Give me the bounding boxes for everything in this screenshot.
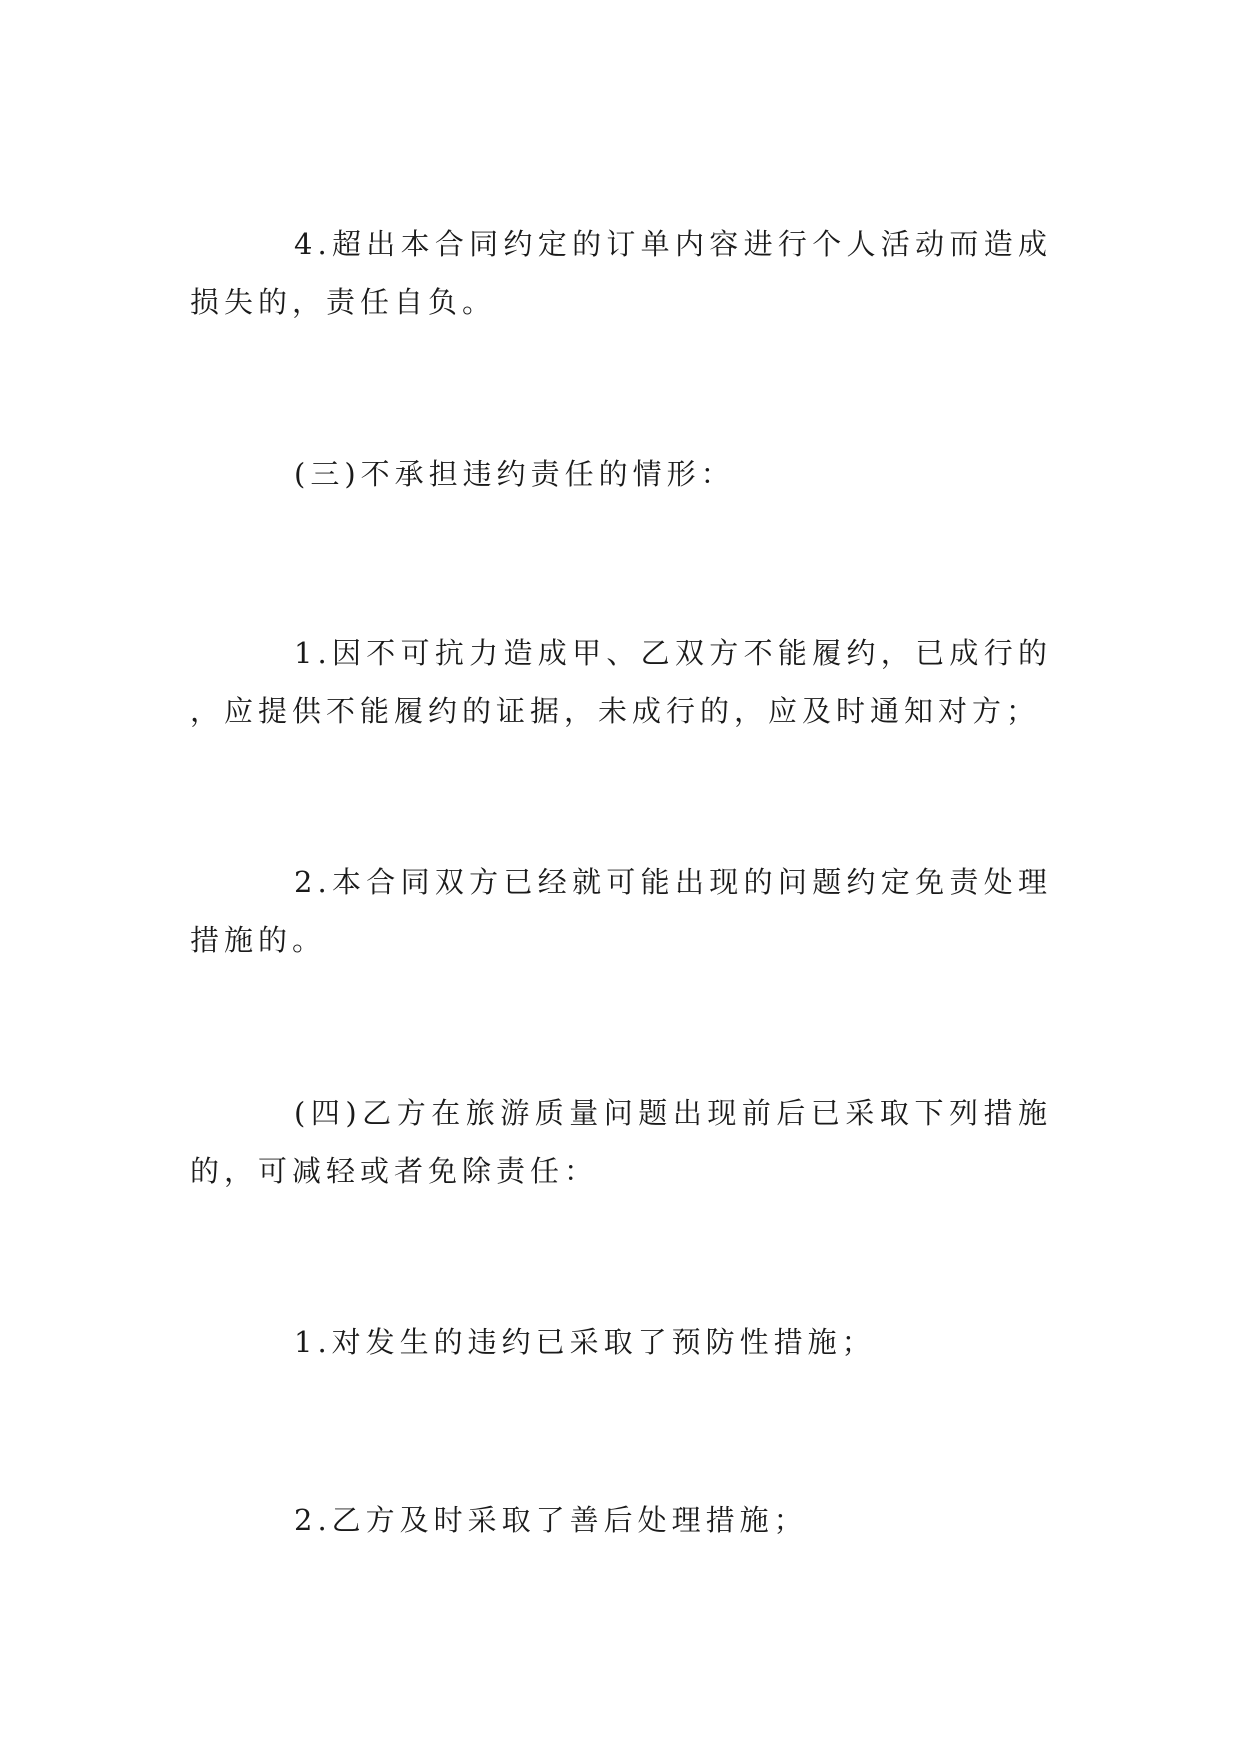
heading-no-liability-cases: (三)不承担违约责任的情形： <box>294 457 735 491</box>
heading-reduced-liability-measures: (四)乙方在旅游质量问题出现前后已采取下列措施的，可减轻或者免除责任： <box>190 1096 1052 1188</box>
paragraph-remedial-measures: 2.乙方及时采取了善后处理措施； <box>294 1503 808 1537</box>
paragraph-force-majeure: 1.因不可抗力造成甲、乙双方不能履约，已成行的，应提供不能履约的证据，未成行的，应及时通知对方； <box>190 636 1052 728</box>
paragraph-agreed-exemption: 2.本合同双方已经就可能出现的问题约定免责处理措施的。 <box>190 865 1052 957</box>
paragraph-personal-activity-loss: 4.超出本合同约定的订单内容进行个人活动而造成损失的，责任自负。 <box>190 227 1052 319</box>
paragraph-preventive-measures: 1.对发生的违约已采取了预防性措施； <box>294 1325 876 1359</box>
